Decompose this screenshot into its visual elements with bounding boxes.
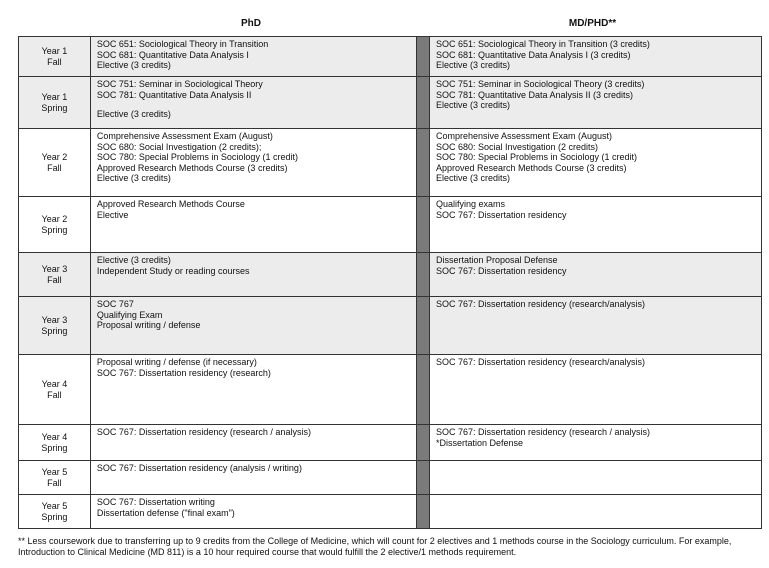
course-line: SOC 767: Dissertation residency (research/analysis) [435,357,646,367]
phd-courses-cell [90,355,416,425]
year-label: Year 4 [41,431,68,442]
course-line: Dissertation defense ("final exam") [96,507,235,518]
phd-courses-cell [90,197,416,253]
course-line: Elective (3 credits) [96,173,171,184]
course-line: Proposal writing / defense (if necessary) [96,357,257,367]
year-label: Year 5 [41,466,68,477]
mdphd-courses-cell [429,197,761,253]
course-line: SOC 767: Dissertation residency (research / analysis) [96,427,311,437]
course-line: Elective [96,209,129,220]
schedule-row [19,297,762,355]
mdphd-courses-cell [429,495,761,529]
course-line: SOC 680: Social Investigation (2 credits); [96,141,262,152]
year-term-cell [19,253,91,297]
course-line: SOC 751: Seminar in Sociological Theory (3 credits) [435,79,645,89]
course-line: Approved Research Methods Course [96,199,245,209]
phd-courses-cell [90,37,416,77]
mdphd-courses-cell [429,297,761,355]
footnote: ** Less coursework due to transferring up to 9 credits from the College of Medicine, which will count for 2 electives and 1 methods course in the Sociology curriculum. For example, Introduction to Clinical Medicine (MD 811) is a 10 hour required course that would fulfill the 2 elective/1 methods requirement. [18,536,732,557]
course-line: Elective (3 credits) [435,100,510,111]
course-line: Dissertation Proposal Defense [435,255,558,265]
year-label: Year 2 [41,213,68,224]
course-line: Elective (3 credits) [435,60,510,71]
course-line: SOC 767: Dissertation residency (research / analysis) [435,427,651,437]
course-line: SOC 751: Seminar in Sociological Theory [96,79,263,89]
course-line: SOC 780: Special Problems in Sociology (1 credit) [96,152,298,163]
year-label: Year 1 [41,91,68,102]
course-line: Approved Research Methods Course (3 credits) [435,162,627,173]
column-separator [416,197,429,253]
column-separator [416,495,429,529]
course-line: SOC 767: Dissertation residency (analysis / writing) [96,463,302,473]
course-line: SOC 781: Quantitative Data Analysis II [96,89,252,100]
mdphd-courses-cell [429,37,761,77]
schedule-row [19,425,762,461]
year-term-cell [19,129,91,197]
schedule-row [19,37,762,77]
column-separator [416,77,429,129]
term-label: Fall [47,162,62,173]
year-label: Year 3 [41,314,68,325]
course-line: Elective (3 credits) [96,60,171,71]
course-line: SOC 767: Dissertation residency [435,209,567,220]
course-line [97,100,410,109]
year-label: Year 3 [41,263,68,274]
course-line: SOC 767 [96,299,134,309]
course-line: SOC 681: Quantitative Data Analysis I [96,49,249,60]
year-term-cell [19,197,91,253]
year-term-cell [19,461,91,495]
column-separator [416,355,429,425]
phd-courses-cell [90,495,416,529]
course-line: SOC 767: Dissertation residency (research/analysis) [435,299,646,309]
mdphd-courses-cell [429,129,761,197]
term-label: Fall [47,477,62,488]
course-line: Elective (3 credits) [96,109,171,120]
course-line: Proposal writing / defense [96,320,201,331]
mdphd-courses-cell [429,425,761,461]
year-label: Year 5 [41,500,68,511]
term-label: Fall [47,389,62,400]
schedule-table [18,36,762,529]
schedule-row [19,77,762,129]
mdphd-courses-cell [429,461,761,495]
year-term-cell [19,37,91,77]
course-line: Elective (3 credits) [435,173,510,184]
course-line: *Dissertation Defense [435,437,523,448]
course-line: SOC 680: Social Investigation (2 credits) [435,141,599,152]
schedule-row [19,129,762,197]
phd-courses-cell [90,129,416,197]
year-term-cell [19,297,91,355]
column-separator [416,37,429,77]
course-line: Elective (3 credits) [96,255,171,265]
schedule-row [19,197,762,253]
course-line: SOC 651: Sociological Theory in Transition (3 credits) [435,39,650,49]
course-line: SOC 651: Sociological Theory in Transition [96,39,269,49]
phd-courses-cell [90,461,416,495]
phd-column-header: PhD [241,18,261,29]
course-line: Comprehensive Assessment Exam (August) [435,131,613,141]
course-line: Qualifying exams [435,199,505,209]
course-line: SOC 767: Dissertation residency (research) [96,367,271,378]
column-separator [416,129,429,197]
course-line: Approved Research Methods Course (3 credits) [96,162,288,173]
column-separator [416,425,429,461]
year-term-cell [19,77,91,129]
column-separator [416,461,429,495]
course-line: SOC 767: Dissertation residency [435,265,567,276]
schedule-row [19,461,762,495]
mdphd-courses-cell [429,253,761,297]
course-line: Qualifying Exam [96,309,163,320]
year-term-cell [19,425,91,461]
course-line: SOC 780: Special Problems in Sociology (1 credit) [435,152,638,163]
schedule-row [19,355,762,425]
schedule-row [19,253,762,297]
phd-courses-cell [90,253,416,297]
year-label: Year 1 [41,45,68,56]
course-line: SOC 767: Dissertation writing [96,497,215,507]
mdphd-courses-cell [429,355,761,425]
year-label: Year 2 [41,151,68,162]
mdphd-column-header: MD/PHD** [568,18,617,29]
course-line: SOC 781: Quantitative Data Analysis II (3 credits) [435,89,634,100]
term-label: Fall [47,56,62,67]
year-label: Year 4 [41,378,68,389]
column-separator [416,253,429,297]
term-label: Spring [41,511,68,522]
term-label: Fall [47,274,62,285]
phd-courses-cell [90,77,416,129]
course-line: SOC 681: Quantitative Data Analysis I (3 credits) [435,49,631,60]
mdphd-courses-cell [429,77,761,129]
term-label: Spring [41,224,68,235]
course-line: Comprehensive Assessment Exam (August) [96,131,273,141]
term-label: Spring [41,102,68,113]
term-label: Spring [41,325,68,336]
schedule-row [19,495,762,529]
year-term-cell [19,495,91,529]
column-separator [416,297,429,355]
year-term-cell [19,355,91,425]
phd-courses-cell [90,297,416,355]
term-label: Spring [41,442,68,453]
phd-courses-cell [90,425,416,461]
course-line: Independent Study or reading courses [96,265,250,276]
